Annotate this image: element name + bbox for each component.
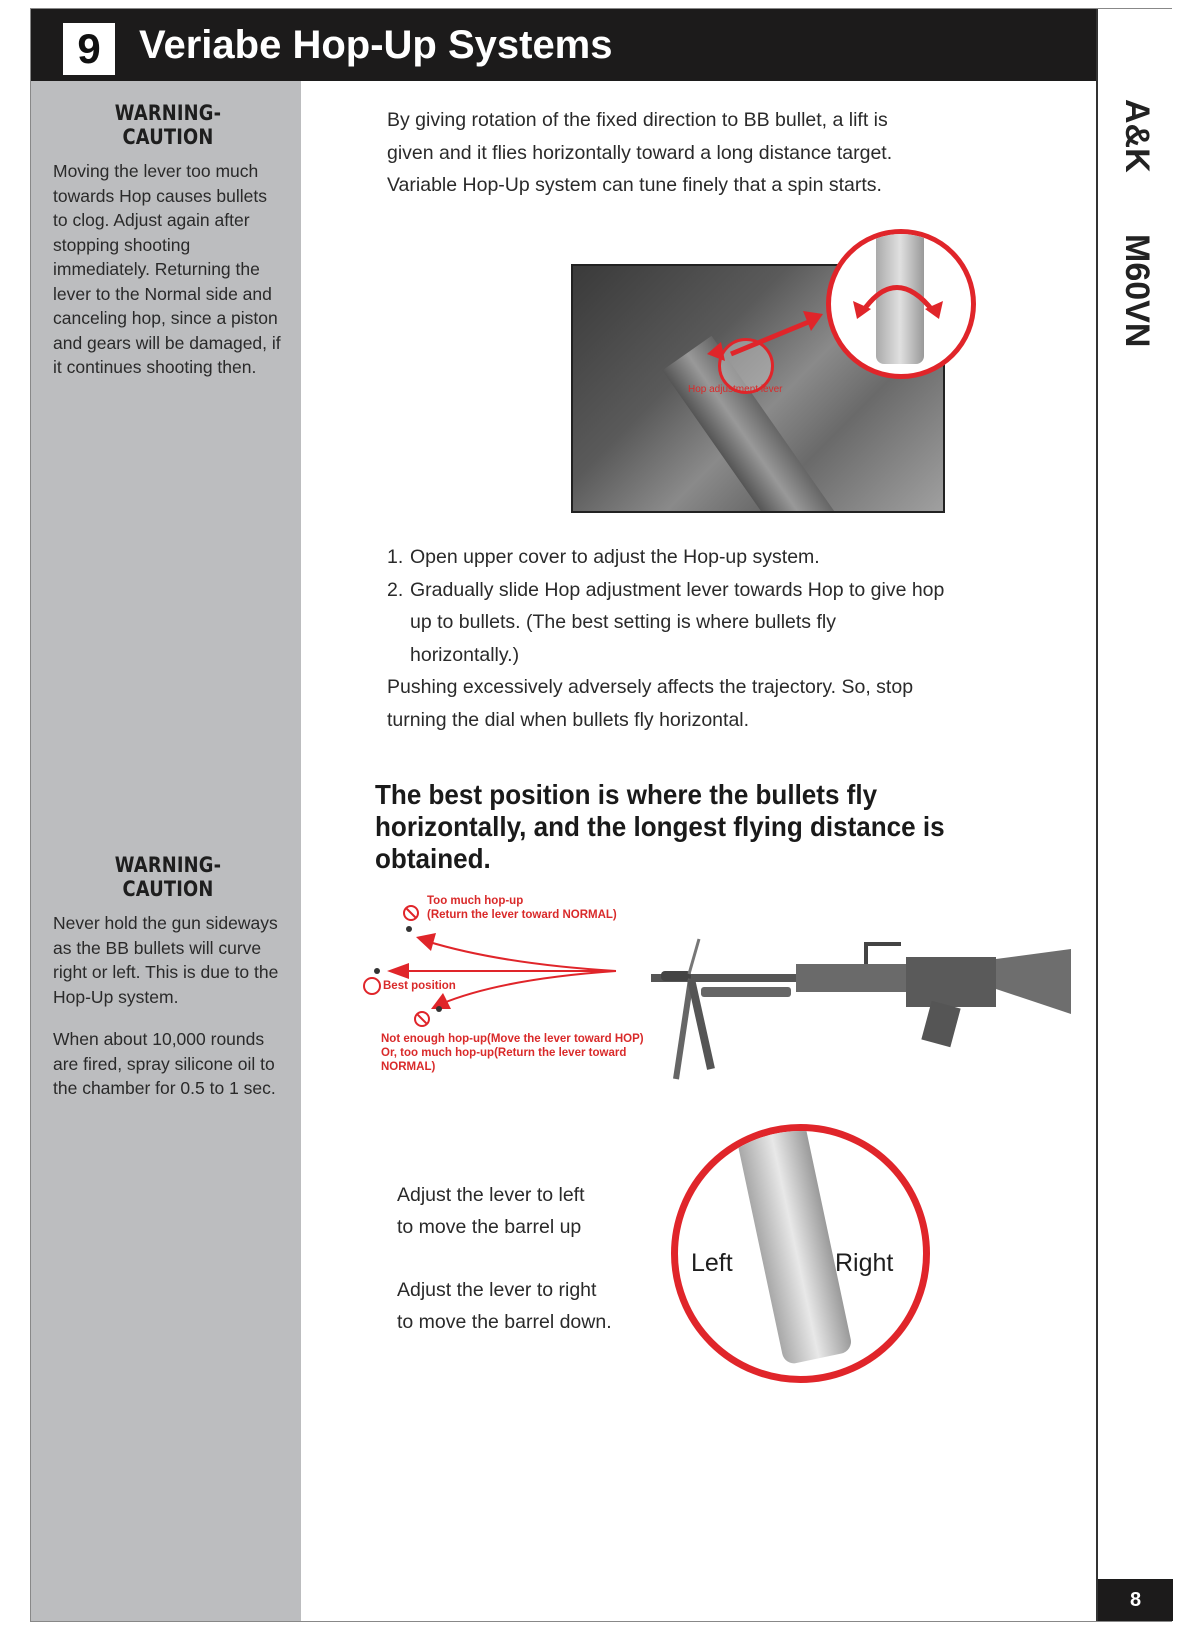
warning-heading: WARNING-CAUTION — [114, 853, 222, 901]
hop-lever-label: Hop adjustment lever — [688, 384, 783, 395]
chapter-number: 9 — [63, 23, 115, 75]
steps-list — [387, 541, 947, 736]
brand-label: A&K — [1118, 99, 1156, 173]
maintenance-text: When about 10,000 rounds are fired, spray silicone oil to the chamber for 0.5 to 1 sec. — [53, 1029, 276, 1098]
machine-gun-illustration — [651, 929, 1071, 1089]
prohibited-icon — [415, 1012, 429, 1026]
page-title: Veriabe Hop-Up Systems — [139, 23, 613, 67]
model-label: M60VN — [1118, 234, 1156, 348]
too-much-hop-title: Too much hop-up — [427, 895, 524, 907]
adjust-right-instruction — [397, 1274, 612, 1338]
instruction-line: to move the barrel up — [397, 1216, 582, 1238]
instruction-line: to move the barrel down. — [397, 1311, 612, 1333]
adjust-left-instruction — [397, 1179, 585, 1243]
page-number: 8 — [1098, 1579, 1173, 1621]
not-enough-hop-line: Or, too much hop-up(Return the lever toward — [381, 1047, 627, 1059]
step-number: 1. — [387, 546, 404, 568]
dial-barrel-image — [733, 1124, 853, 1366]
instruction-line: Adjust the lever to left — [397, 1184, 585, 1206]
warning-text: Never hold the gun sideways as the BB bullets will curve right or left. This is due to the Hop-Up system. — [53, 913, 279, 1007]
step-item — [387, 541, 947, 574]
not-enough-hop-line: NORMAL) — [381, 1061, 436, 1073]
too-much-hop-label — [427, 894, 617, 922]
dial-right-label: Right — [835, 1249, 894, 1277]
not-enough-hop-line: Not enough hop-up(Move the lever toward HOP) — [381, 1033, 644, 1045]
best-position-label: Best position — [383, 980, 456, 992]
best-position-headline: The best position is where the bullets fly horizontally, and the longest flying distance is obtained. — [375, 779, 945, 874]
intro-paragraph: By giving rotation of the fixed direction to BB bullet, a lift is given and it flies horizontally toward a long distance target. Variable Hop-Up system can tune finely that a spin starts. — [387, 109, 893, 196]
not-enough-hop-label — [381, 1032, 644, 1074]
instruction-line: Adjust the lever to right — [397, 1279, 597, 1301]
step-number: 2. — [387, 578, 404, 601]
rotate-arrow-icon — [863, 288, 933, 312]
step-text: Gradually slide Hop adjustment lever towards Hop to give hop up to bullets. (The best setting is where bullets fly horizontally.) — [410, 578, 945, 666]
zoom-arrow-icon — [731, 321, 811, 354]
warning-heading: WARNING-CAUTION — [114, 101, 222, 149]
step-text: Open upper cover to adjust the Hop-up system. — [410, 546, 820, 568]
dial-left-label: Left — [691, 1249, 733, 1277]
too-much-hop-hint: (Return the lever toward NORMAL) — [427, 909, 617, 921]
manual-page — [30, 8, 1172, 1622]
step-item — [387, 574, 947, 672]
warning-text: Moving the lever too much towards Hop causes bullets to clog. Adjust again after stopping shooting immediately. Returning the lever to the Normal side and canceling hop, since a piston and gears will be damaged, if it continues shooting then. — [53, 161, 281, 377]
trajectory-note: Pushing excessively adversely affects the trajectory. So, stop turning the dial when bullets fly horizontal. — [387, 676, 914, 731]
ok-circle-icon — [364, 978, 380, 994]
prohibited-icon — [404, 906, 418, 920]
